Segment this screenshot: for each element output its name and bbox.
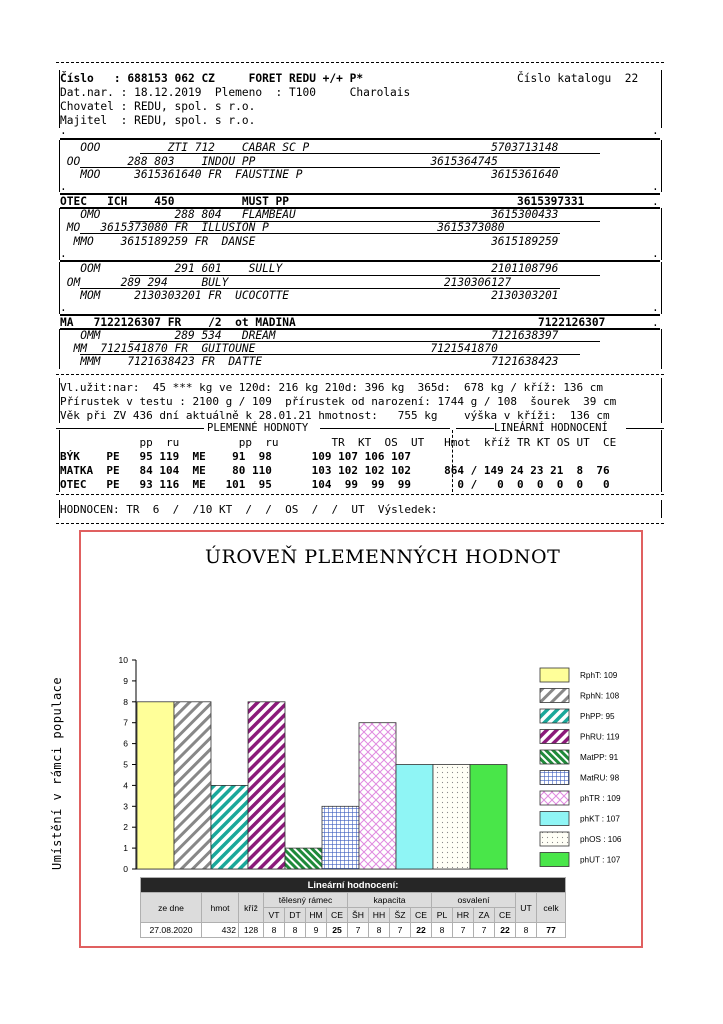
y-tick-label: 0: [123, 864, 128, 874]
bar-5: [322, 806, 359, 869]
table-cell: 8: [285, 923, 306, 938]
dot-right: .: [652, 124, 659, 137]
col-head: HM: [306, 908, 327, 923]
ped-mmm: MMM 7121638423 FR DATTE 7121638423: [60, 355, 559, 368]
dot-right: .: [652, 247, 659, 260]
legend-swatch-3: [540, 730, 569, 744]
bar-chart: [80, 640, 642, 880]
col-head: UT: [516, 893, 537, 923]
col-head: CE: [495, 908, 516, 923]
col-head: VT: [264, 908, 285, 923]
bv-colhead: pp ru pp ru TR KT OS UT Hmot kříž TR KT OS UT CE: [60, 436, 617, 449]
linear-table: [140, 877, 566, 938]
ped-mmo: MMO 3615189259 FR DANSE 3615189259: [60, 235, 559, 248]
ped-right-border: [661, 208, 662, 260]
perf-line-3: Věk při ZV 436 dní aktuálně k 28.01.21 hmotnost: 755 kg výška v kříži: 136 cm: [60, 409, 610, 422]
group-head: kapacita: [348, 893, 432, 908]
ped-mm: MM 7121541870 FR GUITOUNE 7121541870: [60, 342, 498, 355]
lin-rule: [456, 428, 494, 429]
linear-table-title: Lineární hodnocení:: [141, 878, 566, 893]
dot-right: .: [652, 316, 659, 329]
y-tick-label: 7: [123, 717, 128, 728]
perf-right-border: [661, 378, 662, 423]
bar-2: [211, 785, 248, 869]
col-head: ze dne: [141, 893, 202, 923]
legend-swatch-8: [540, 832, 569, 846]
ped-mom: MOM 2130303201 FR UCOCOTTE 2130303201: [60, 289, 559, 302]
bv-left-border: [59, 430, 60, 492]
bar-8: [433, 765, 470, 870]
ped-mo: MO 3615373080 FR ILLUSION P 3615373080: [60, 221, 505, 234]
otec-label: OTEC ICH 450 MUST PP: [60, 195, 290, 208]
ped-omm: OMM 289 534 DREAM 7121638397: [60, 329, 559, 342]
ped-omo: OMO 288 804 FLAMBEAU 3615300433: [60, 208, 559, 221]
y-tick-label: 8: [123, 696, 128, 707]
bar-6: [359, 723, 396, 869]
legend-swatch-9: [540, 853, 569, 867]
bar-3: [248, 702, 285, 869]
col-head: ŠZ: [390, 908, 411, 923]
table-cell: 8: [516, 923, 537, 938]
table-cell: 8: [369, 923, 390, 938]
legend-label-8: phOS : 106: [580, 835, 622, 844]
bv-divider: [452, 430, 453, 492]
col-head: DT: [285, 908, 306, 923]
legend-swatch-4: [540, 750, 569, 764]
table-cell: 22: [411, 923, 432, 938]
bar-1: [174, 702, 211, 869]
bv-row-matka: MATKA PE 84 104 ME 80 110 103 102 102 102 864 / 149 24 23 21 8 76: [60, 464, 610, 477]
table-cell: 7: [474, 923, 495, 938]
col-head: ŠH: [348, 908, 369, 923]
legend-label-5: MatRU: 98: [580, 773, 620, 783]
bv-rule: [320, 428, 450, 429]
legend-swatch-0: [540, 668, 569, 682]
ped-right-border: [661, 262, 662, 314]
y-tick-label: 3: [123, 801, 128, 812]
bv-dashed-rule: [56, 494, 664, 495]
col-head: hmot: [202, 893, 239, 923]
ped-moo: MOO 3615361640 FR FAUSTINE P 3615361640: [60, 168, 559, 181]
col-head: HH: [369, 908, 390, 923]
col-head: ZA: [474, 908, 495, 923]
dot-right: .: [652, 180, 659, 193]
ped-ooo: OOO ZTI 712 CABAR SC P 5703713148: [60, 141, 559, 154]
col-head: CE: [411, 908, 432, 923]
table-cell: 432: [202, 923, 239, 938]
lin-rule: [626, 428, 664, 429]
table-cell: 25: [327, 923, 348, 938]
table-cell: 7: [348, 923, 369, 938]
legend-swatch-7: [540, 812, 569, 826]
dot-left: .: [60, 247, 67, 260]
legend-swatch-2: [540, 709, 569, 723]
y-tick-label: 6: [123, 738, 128, 749]
matka-label: MA 7122126307 FR /2 ot MADINA: [60, 316, 296, 329]
dot-left: .: [60, 301, 67, 314]
table-cell: 27.08.2020: [141, 923, 202, 938]
ped-om: OM 289 294 BULY 2130306127: [60, 276, 512, 289]
evaluation-line: HODNOCEN: TR 6 / /10 KT / / OS / / UT Výsledek:: [60, 503, 438, 516]
ped-right-border: [661, 329, 662, 369]
table-cell: 77: [537, 923, 566, 938]
bar-7: [396, 765, 433, 870]
ped-underline: [140, 153, 600, 154]
legend-label-0: RphT: 109: [580, 671, 618, 680]
legend-swatch-6: [540, 791, 569, 805]
table-cell: 22: [495, 923, 516, 938]
ped-underline: [80, 233, 560, 234]
header-line-2: Dat.nar. : 18.12.2019 Plemeno : T100 Charolais: [60, 86, 411, 99]
y-tick-label: 4: [123, 780, 128, 791]
col-head: kříž: [239, 893, 264, 923]
table-cell: 9: [306, 923, 327, 938]
bv-row-byk: BÝK PE 95 119 ME 91 98 109 107 106 107: [60, 450, 411, 463]
lin-title: LINEÁRNÍ HODNOCENÍ: [494, 422, 608, 434]
catalogue-number: Číslo katalogu 22: [517, 72, 639, 85]
table-cell: 7: [390, 923, 411, 938]
perf-line-2: Přírustek v testu : 2100 g / 109 přírustek od narození: 1744 g / 108 šourek 39 cm: [60, 395, 617, 408]
y-axis-label: Umístění v rámci populace: [50, 676, 64, 870]
bar-0: [137, 702, 174, 869]
ped-oom: OOM 291 601 SULLY 2101108796: [60, 262, 559, 275]
ped-left-border: [59, 329, 60, 369]
dot-left: .: [60, 180, 67, 193]
legend-label-6: phTR : 109: [580, 794, 621, 803]
table-cell: 8: [264, 923, 285, 938]
legend-swatch-1: [540, 689, 569, 703]
perf-line-1: Vl.užit:nar: 45 *** kg ve 120d: 216 kg 210d: 396 kg 365d: 678 kg / kříž: 136 cm: [60, 381, 604, 394]
legend-label-1: RphN: 108: [580, 691, 620, 701]
legend-label-3: PhRU: 119: [580, 732, 620, 742]
header-line-1: Číslo : 688153 062 CZ FORET REDU +/+ P*: [60, 72, 364, 85]
col-head: CE: [327, 908, 348, 923]
col-head: celk: [537, 893, 566, 923]
ped-right-border: [661, 140, 662, 192]
bar-9: [470, 765, 507, 870]
col-head: PL: [432, 908, 453, 923]
col-head: HR: [453, 908, 474, 923]
table-cell: 128: [239, 923, 264, 938]
matka-id: 7122126307: [538, 316, 606, 329]
header-line-3: Chovatel : REDU, spol. s r.o.: [60, 100, 256, 113]
legend-swatch-5: [540, 771, 569, 785]
table-cell: 7: [453, 923, 474, 938]
legend-label-9: phUT : 107: [580, 855, 621, 865]
legend-label-4: MatPP: 91: [580, 753, 619, 762]
perf-dashed-rule: [56, 374, 664, 375]
table-cell: 8: [432, 923, 453, 938]
group-head: osvalení: [432, 893, 516, 908]
dot-right: .: [652, 195, 659, 208]
bv-rule: [56, 428, 204, 429]
y-tick-label: 5: [123, 759, 128, 770]
y-tick-label: 2: [123, 822, 128, 833]
dot-right: .: [652, 301, 659, 314]
otec-id: 3615397331: [517, 195, 585, 208]
eval-right-border: [661, 500, 662, 518]
chart-title: ÚROVEŇ PLEMENNÝCH HODNOT: [205, 546, 561, 568]
bar-4: [285, 848, 322, 869]
bv-right-border: [661, 430, 662, 492]
header-line-4: Majitel : REDU, spol. s r.o.: [60, 114, 256, 127]
eval-dashed-rule: [56, 523, 664, 524]
legend-label-2: PhPP: 95: [580, 712, 615, 721]
header-right-border: [661, 70, 662, 128]
y-tick-label: 10: [118, 655, 128, 665]
bv-row-otec: OTEC PE 93 116 ME 101 95 104 99 99 99 0 / 0 0 0 0 0 0: [60, 478, 610, 491]
legend-label-7: phKT : 107: [580, 814, 620, 824]
ped-oo: OO 288 803 INDOU PP 3615364745: [60, 155, 498, 168]
y-tick-label: 1: [123, 843, 128, 854]
top-dashed-rule: [56, 62, 664, 63]
section-rule: [60, 138, 660, 140]
y-tick-label: 9: [123, 675, 128, 686]
dot-left: .: [60, 124, 67, 137]
group-head: tělesný rámec: [264, 893, 348, 908]
bv-title: PLEMENNÉ HODNOTY: [207, 422, 309, 434]
